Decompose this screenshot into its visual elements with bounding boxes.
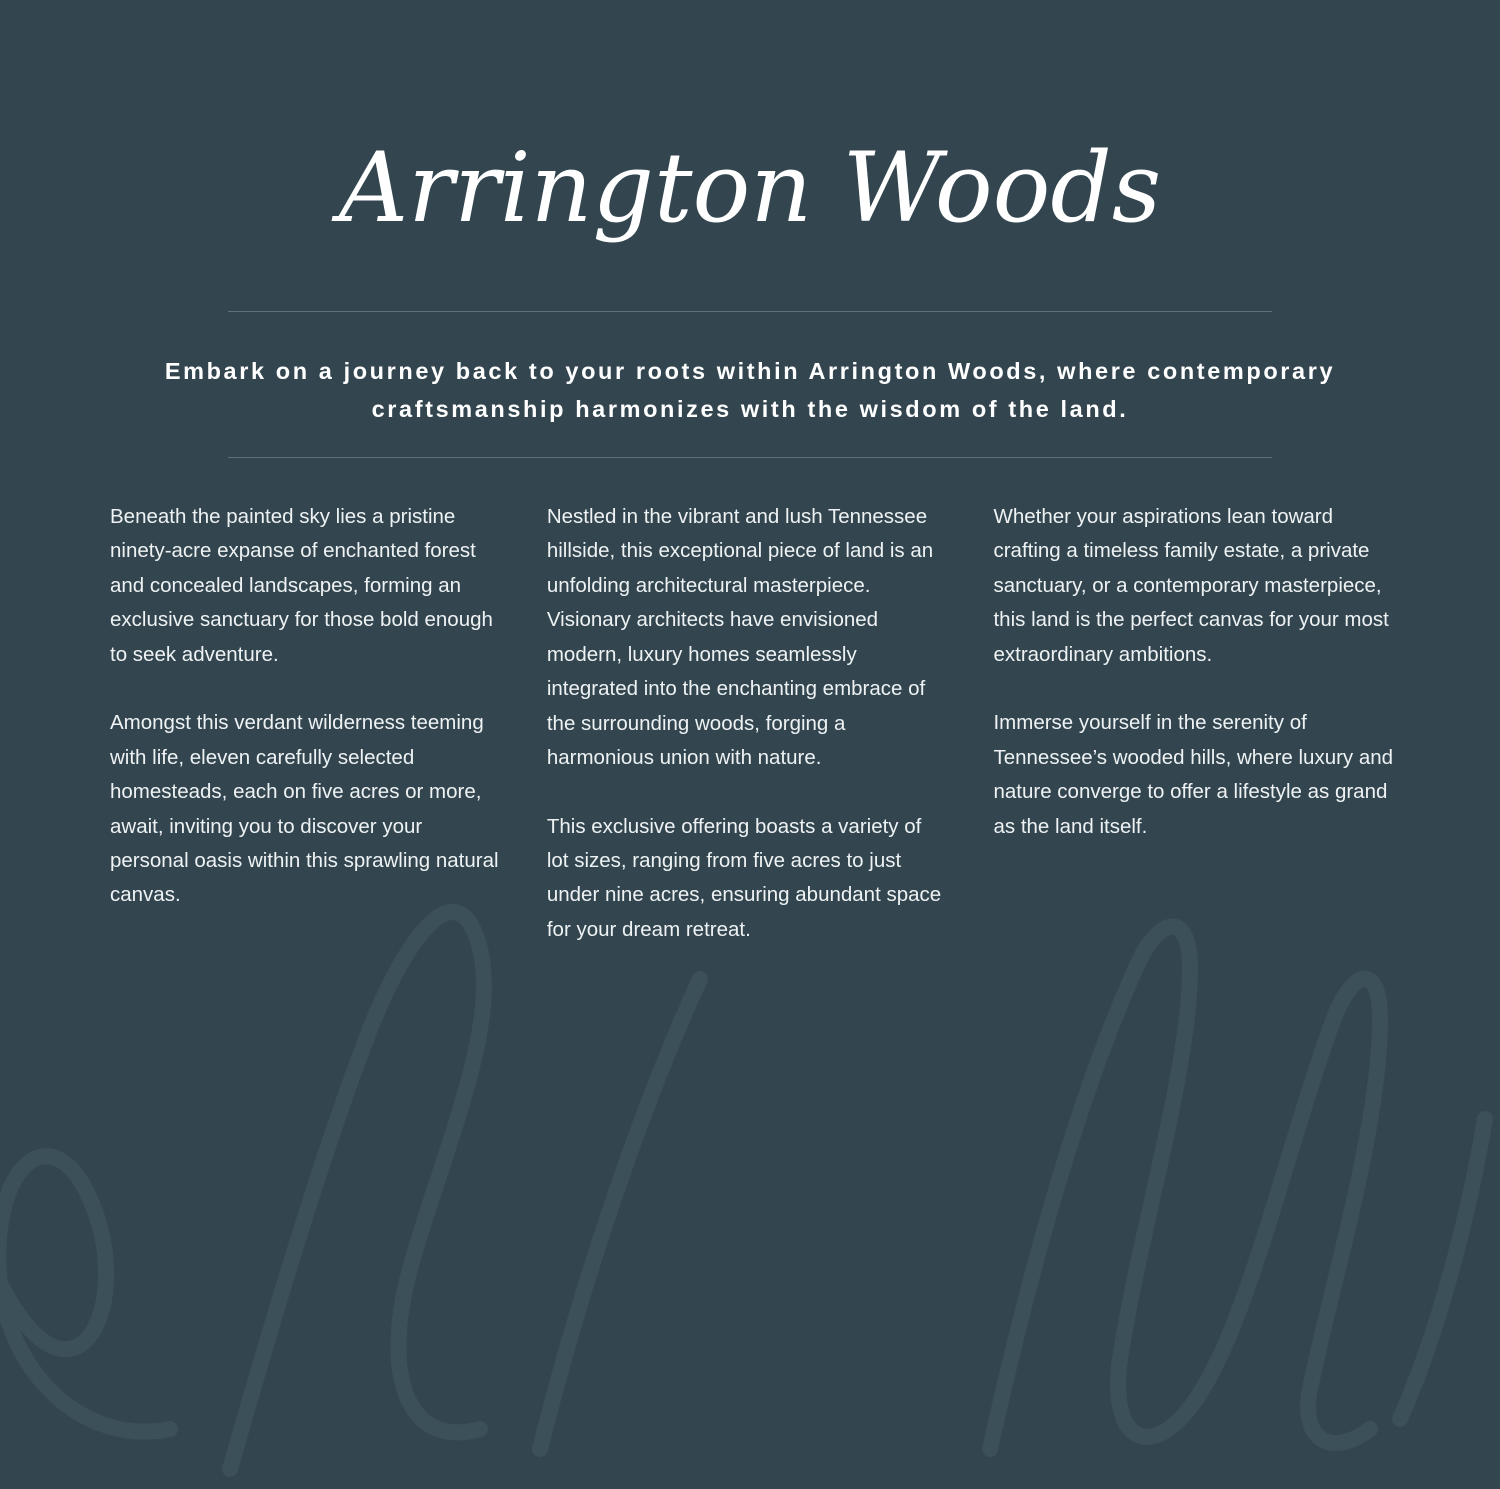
paragraph: Immerse yourself in the serenity of Tennessee’s wooded hills, where luxury and nature converge to offer a lifestyle as grand as the land itself. xyxy=(993,711,1394,838)
paragraph: Nestled in the vibrant and lush Tennessee hillside, this exceptional piece of land is an unfolding architectural masterpiece. Visionary architects have envisioned modern, luxury homes seamlessly integrated into the enchanting embrace of the surrounding woods, forging a harmonious union with nature. xyxy=(546,505,934,770)
text-column-3 xyxy=(993,500,1400,947)
divider-bottom xyxy=(228,457,1272,458)
text-column-2 xyxy=(547,500,949,947)
paragraph: Amongst this verdant wilderness teeming with life, eleven carefully selected homesteads, each on five acres or more, await, inviting you to discover your personal oasis within this sprawling natural canvas. xyxy=(110,711,499,907)
paragraph: Beneath the painted sky lies a pristine ninety-acre expanse of enchanted forest and concealed landscapes, forming an exclusive sanctuary for those bold enough to seek adventure. xyxy=(110,505,493,666)
page-headline: Embark on a journey back to your roots within Arrington Woods, where contemporary craftsmanship harmonizes with the wisdom of the land. xyxy=(164,358,1336,423)
logo-script-title: Arrington Woods xyxy=(338,132,1162,244)
body-columns xyxy=(110,500,1400,947)
logo-wordmark xyxy=(0,96,1500,286)
divider-top xyxy=(228,311,1272,312)
text-column-1 xyxy=(110,500,502,947)
paragraph: Whether your aspirations lean toward crafting a timeless family estate, a private sanctuary, or a contemporary masterpiece, this land is the perfect canvas for your most extraordinary ambitions. xyxy=(993,505,1389,666)
paragraph: This exclusive offering boasts a variety of lot sizes, ranging from five acres to just under nine acres, ensuring abundant space for your dream retreat. xyxy=(546,814,942,941)
